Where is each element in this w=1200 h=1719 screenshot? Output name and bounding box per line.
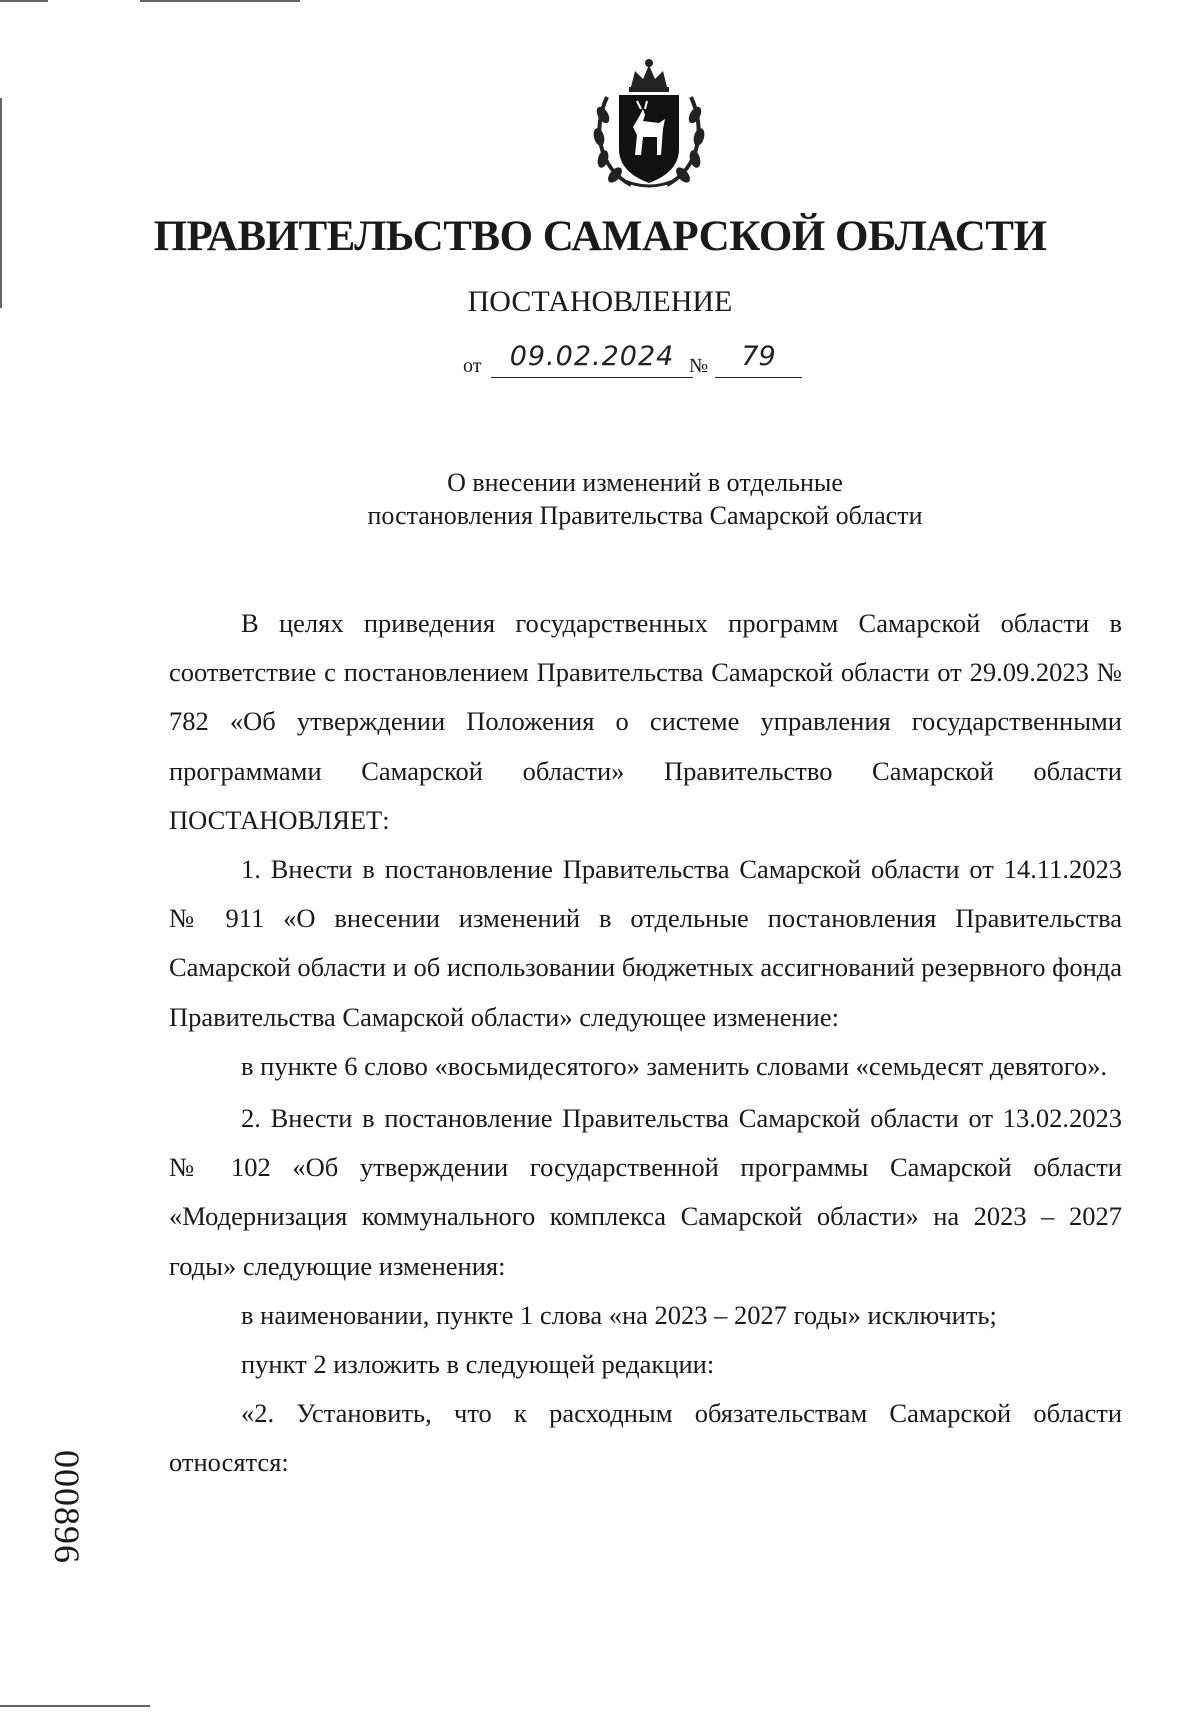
subject-line: О внесении изменений в отдельные bbox=[447, 468, 843, 497]
side-serial-number: 000896 bbox=[47, 1450, 87, 1564]
scan-mark bbox=[0, 98, 2, 308]
subject-line: постановления Правительства Самарской области bbox=[367, 501, 923, 530]
date-number-line bbox=[463, 337, 863, 381]
date-value: 09.02.2024 bbox=[491, 337, 693, 378]
date-prefix: от bbox=[463, 355, 482, 377]
body-paragraph: 1. Внести в постановление Правительства Самарской области от 14.11.2023 № 911 «О внесении изменений в отдельные постановления Правительства Самарской области и об использовании бюджетных ассигнований резервного фонда Правительства Самарской области» следующее изменение: bbox=[169, 854, 1122, 1032]
body-paragraph: 2. Внести в постановление Правительства Самарской области от 13.02.2023 № 102 «Об утверждении государственной программы Самарской области «Модернизация коммунального комплекса Самарской области» на 2023 – 2027 годы» следующие изменения: bbox=[169, 1103, 1122, 1281]
document-subject bbox=[0, 466, 1200, 532]
body-paragraph: «2. Установить, что к расходным обязательствам Самарской области относятся: bbox=[169, 1398, 1122, 1478]
document-type: ПОСТАНОВЛЕНИЕ bbox=[467, 285, 733, 318]
body-paragraph: В целях приведения государственных программ Самарской области в соответствие с постановлением Правительства Самарской области от 29.09.2023 № 782 «Об утверждении Положения о системе управления государственными программами Самарской области» Правительство Самарской области ПОСТАНОВЛЯЕТ: bbox=[169, 608, 1122, 835]
scan-mark bbox=[0, 1705, 150, 1707]
body-paragraph: пункт 2 изложить в следующей редакции: bbox=[241, 1349, 715, 1380]
body-paragraph: в пункте 6 слово «восьмидесятого» заменить словами «семьдесят девятого». bbox=[241, 1050, 1108, 1081]
samara-coat-of-arms-icon bbox=[587, 57, 711, 191]
number-prefix: № bbox=[689, 355, 709, 377]
scan-mark bbox=[0, 0, 48, 2]
government-title: ПРАВИТЕЛЬСТВО САМАРСКОЙ ОБЛАСТИ bbox=[153, 213, 1047, 260]
document-body bbox=[169, 599, 1122, 1488]
body-paragraph: в наименовании, пункте 1 слова «на 2023 – 2027 годы» исключить; bbox=[241, 1299, 997, 1330]
scan-mark bbox=[140, 0, 300, 2]
number-value: 79 bbox=[715, 337, 802, 378]
